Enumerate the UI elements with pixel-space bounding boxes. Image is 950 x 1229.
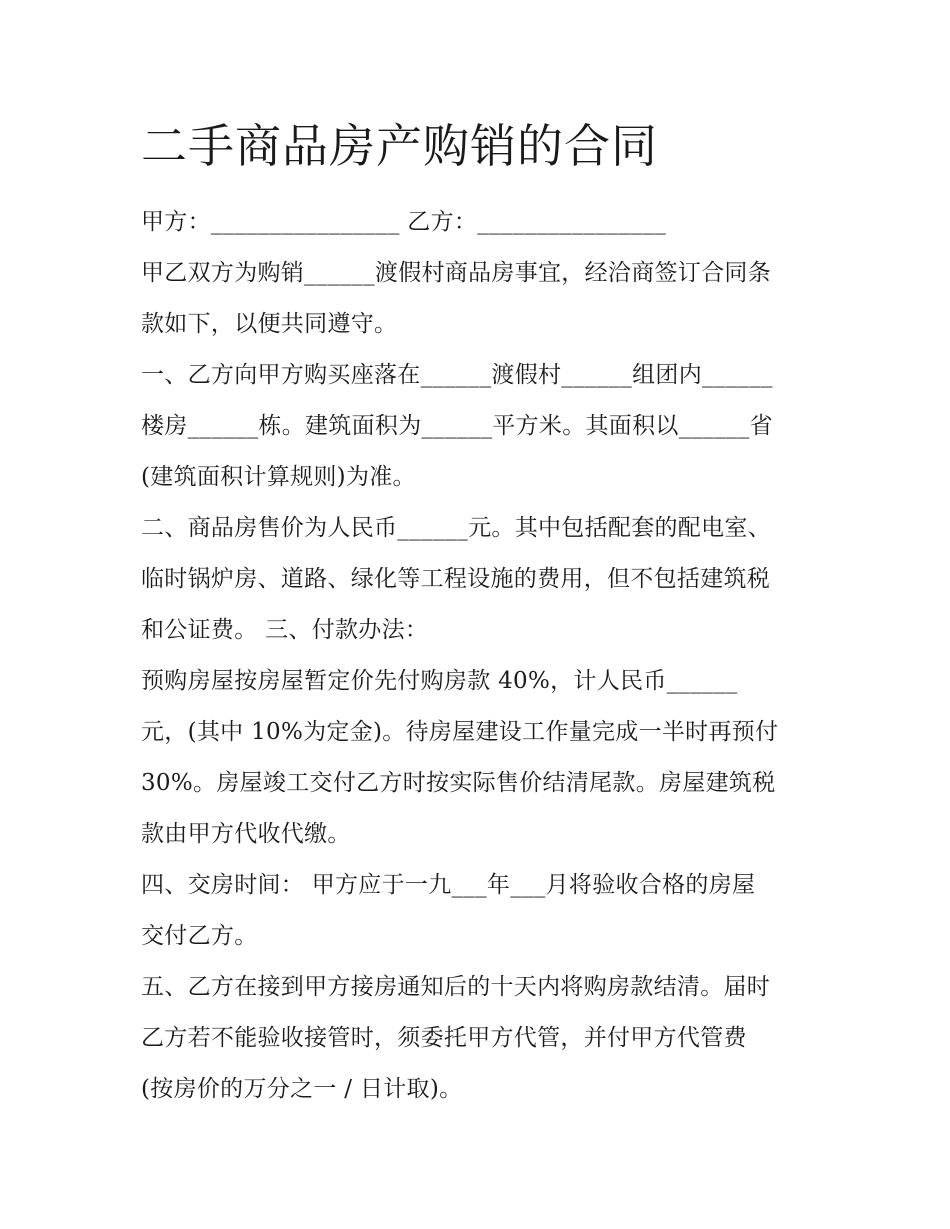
clause-5-line: 五、乙方在接到甲方接房通知后的十天内将购房款结清。届时 xyxy=(141,974,771,1000)
clause-3-line: 预购房屋按房屋暂定价先付购房款 40%，计人民币______ xyxy=(141,668,738,694)
clause-1-line: (建筑面积计算规则)为准。 xyxy=(141,464,416,490)
document-title: 二手商品房产购销的合同 xyxy=(141,119,658,173)
clause-3-line: 元，(其中 10%为定金)。待房屋建设工作量完成一半时再预付 xyxy=(141,719,779,745)
clause-1-line: 楼房______栋。建筑面积为______平方米。其面积以______省 xyxy=(141,413,773,439)
clause-4-line: 交付乙方。 xyxy=(141,923,258,949)
clause-5-line: (按房价的万分之一 / 日计取)。 xyxy=(141,1076,463,1102)
clause-2-line: 临时锅炉房、道路、绿化等工程设施的费用，但不包括建筑税 xyxy=(141,566,771,592)
clause-3-line: 和公证费。 三、付款办法： xyxy=(141,617,429,643)
paragraph-line: 甲乙双方为购销______渡假村商品房事宜，经洽商签订合同条 xyxy=(141,260,771,286)
paragraph-line: 款如下，以便共同遵守。 xyxy=(141,311,398,337)
party-line: 甲方：________________ 乙方：________________ xyxy=(141,209,667,235)
clause-3-line: 30%。房屋竣工交付乙方时按实际售价结清尾款。房屋建筑税 xyxy=(141,770,776,796)
clause-4-line: 四、交房时间： 甲方应于一九___年___月将验收合格的房屋 xyxy=(141,872,756,898)
clause-2-line: 二、商品房售价为人民币______元。其中包括配套的配电室、 xyxy=(141,515,771,541)
clause-3-line: 款由甲方代收代缴。 xyxy=(141,821,351,847)
clause-1-line: 一、乙方向甲方购买座落在______渡假村______组团内______ xyxy=(141,362,773,388)
clause-5-line: 乙方若不能验收接管时，须委托甲方代管，并付甲方代管费 xyxy=(141,1025,747,1051)
